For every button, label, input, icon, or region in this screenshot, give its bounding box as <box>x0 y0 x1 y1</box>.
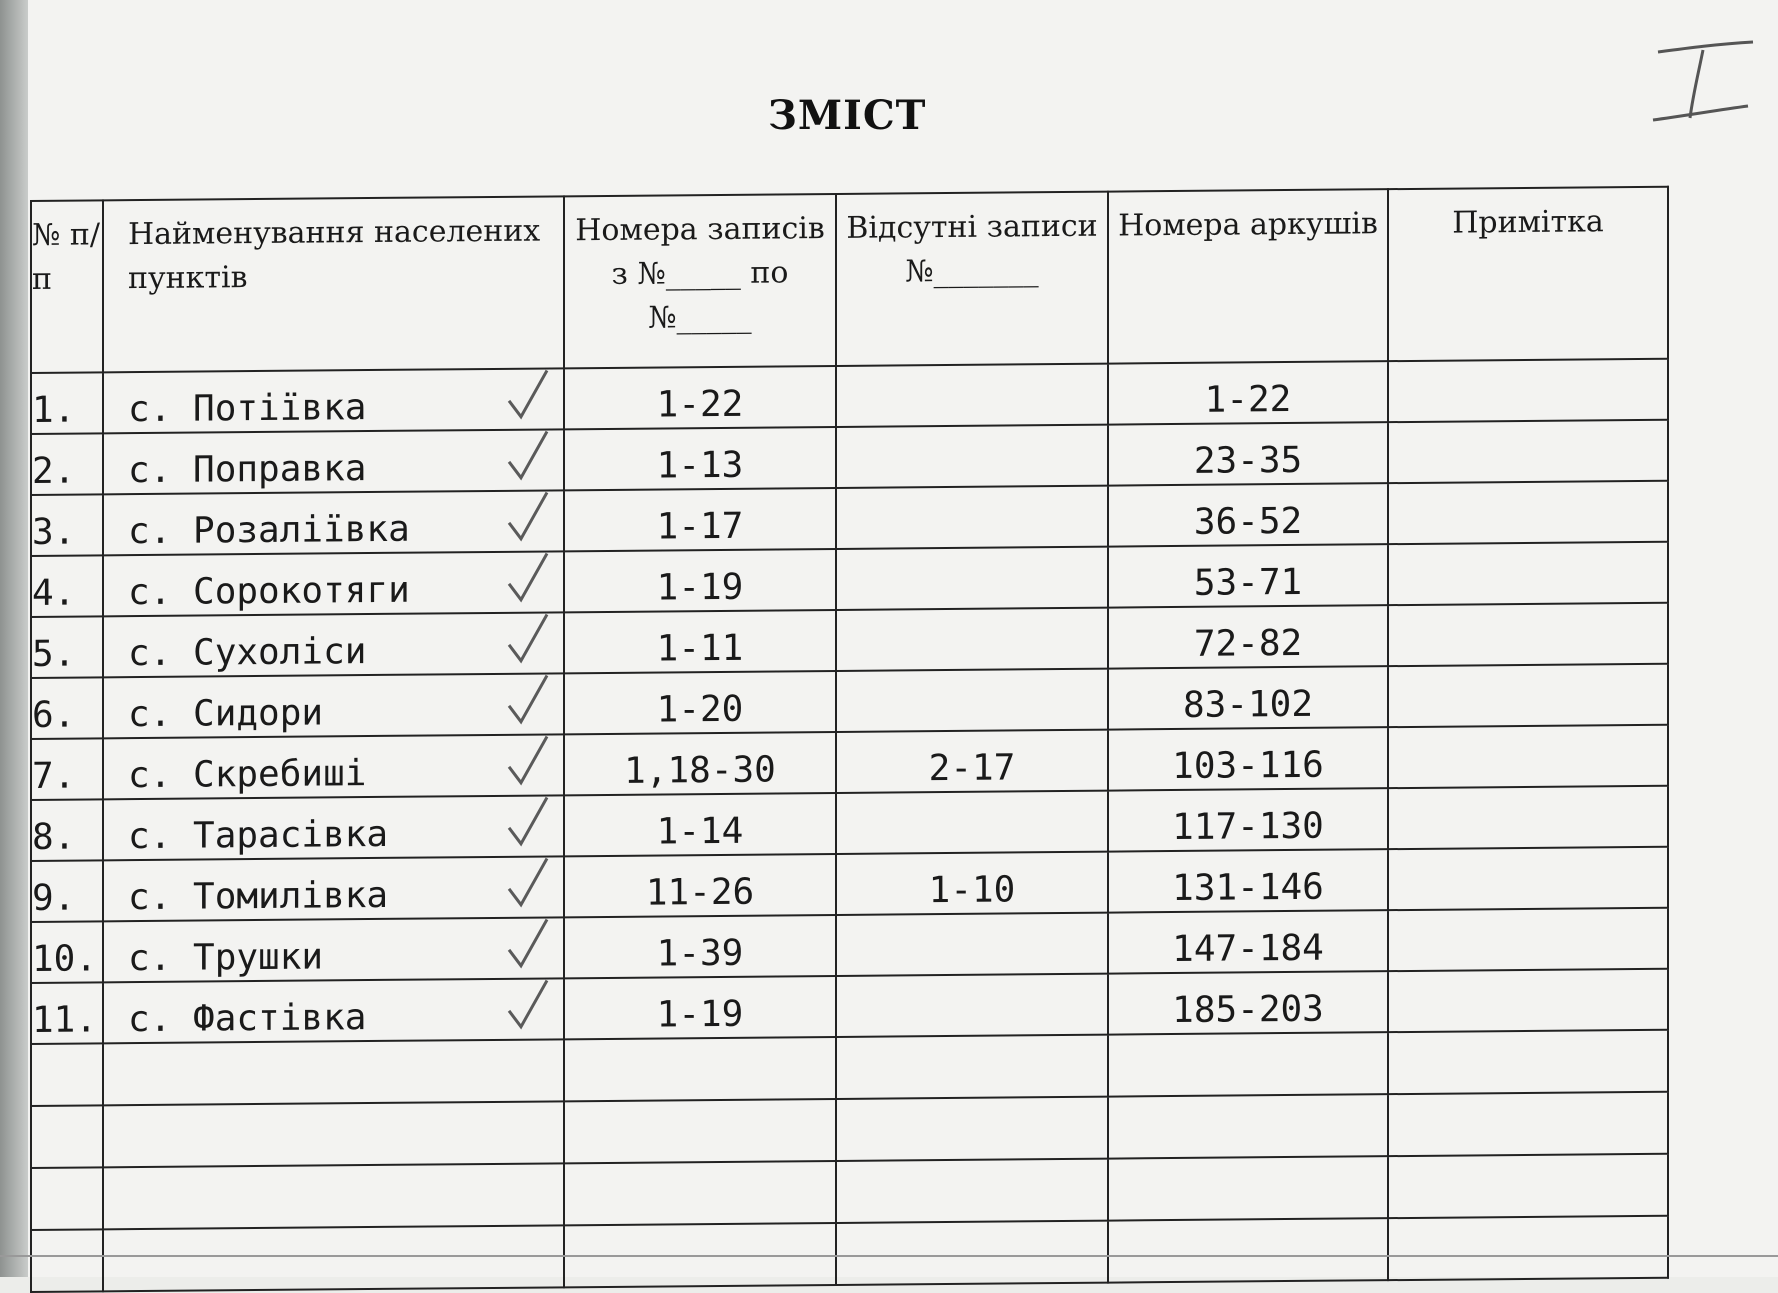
page-bottom-line <box>0 1255 1778 1257</box>
settlement-name-text: с. Трушки <box>128 936 324 980</box>
empty-cell <box>103 1101 564 1167</box>
empty-cell <box>836 1097 1108 1161</box>
empty-cell <box>103 1039 564 1105</box>
settlement-name-text: с. Сидори <box>128 692 324 736</box>
missing-records <box>836 974 1108 1037</box>
empty-cell <box>103 1225 564 1291</box>
col-header-records: Номера записів з №_____ по №_____ <box>564 194 836 368</box>
contents-table <box>30 186 1669 1293</box>
checkmark-icon <box>505 976 551 1032</box>
checkmark-icon <box>505 915 551 971</box>
note-cell <box>1388 420 1668 483</box>
empty-cell <box>1388 1154 1668 1218</box>
missing-records <box>836 913 1108 976</box>
note-cell <box>1388 786 1668 849</box>
settlement-name <box>103 673 564 738</box>
row-number: 11. <box>31 982 103 1044</box>
row-number: 10. <box>31 921 103 983</box>
sheet-numbers: 36-52 <box>1108 483 1388 546</box>
binding-spine <box>0 0 28 1277</box>
empty-row <box>31 1216 1668 1292</box>
missing-records <box>836 547 1108 610</box>
row-number: 9. <box>31 860 103 922</box>
record-numbers: 1-14 <box>564 793 836 856</box>
checkmark-icon <box>505 793 551 849</box>
settlement-name-text: с. Фастівка <box>128 997 367 1041</box>
settlement-name <box>103 856 564 921</box>
settlement-name-text: с. Розаліївка <box>128 508 410 553</box>
empty-cell <box>1108 1032 1388 1096</box>
note-cell <box>1388 847 1668 910</box>
empty-cell <box>564 1161 836 1225</box>
col-header-sheets: Номера аркушів <box>1108 189 1388 363</box>
record-numbers: 1-39 <box>564 915 836 978</box>
record-numbers: 1-17 <box>564 488 836 551</box>
sheet-numbers: 117-130 <box>1108 788 1388 851</box>
record-numbers: 1-20 <box>564 671 836 734</box>
empty-cell <box>1388 1092 1668 1156</box>
settlement-name-text: с. Поправка <box>128 448 367 492</box>
note-cell <box>1388 603 1668 666</box>
settlement-name <box>103 917 564 982</box>
note-cell <box>1388 481 1668 544</box>
empty-cell <box>103 1163 564 1229</box>
table-header-row <box>31 187 1668 373</box>
empty-cell <box>1108 1156 1388 1220</box>
row-number: 2. <box>31 433 103 495</box>
checkmark-icon <box>505 549 551 605</box>
checkmark-icon <box>505 488 551 544</box>
record-numbers: 11-26 <box>564 854 836 917</box>
sheet-numbers: 147-184 <box>1108 910 1388 973</box>
empty-cell <box>31 1167 103 1230</box>
checkmark-icon <box>505 427 551 483</box>
settlement-name-text: с. Сорокотяги <box>128 569 410 614</box>
record-numbers: 1-19 <box>564 976 836 1039</box>
checkmark-icon <box>505 366 551 422</box>
checkmark-icon <box>505 854 551 910</box>
sheet-numbers: 1-22 <box>1108 361 1388 424</box>
settlement-name <box>103 795 564 860</box>
empty-cell <box>836 1035 1108 1099</box>
empty-cell <box>1108 1218 1388 1282</box>
settlement-name <box>103 551 564 616</box>
missing-records <box>836 669 1108 732</box>
missing-records <box>836 486 1108 549</box>
sheet-numbers: 185-203 <box>1108 971 1388 1034</box>
row-number: 3. <box>31 494 103 556</box>
sheet-numbers: 103-116 <box>1108 727 1388 790</box>
note-cell <box>1388 542 1668 605</box>
settlement-name <box>103 612 564 677</box>
empty-cell <box>31 1105 103 1168</box>
record-numbers: 1-13 <box>564 427 836 490</box>
record-numbers: 1-22 <box>564 366 836 429</box>
record-numbers: 1,18-30 <box>564 732 836 795</box>
note-cell <box>1388 359 1668 422</box>
empty-cell <box>836 1159 1108 1223</box>
row-number: 5. <box>31 616 103 678</box>
row-number: 7. <box>31 738 103 800</box>
note-cell <box>1388 725 1668 788</box>
note-cell <box>1388 908 1668 971</box>
record-numbers: 1-19 <box>564 549 836 612</box>
col-header-missing: Відсутні записи №_______ <box>836 192 1108 366</box>
row-number: 1. <box>31 372 103 434</box>
missing-records <box>836 425 1108 488</box>
checkmark-icon <box>505 610 551 666</box>
empty-cell <box>31 1043 103 1106</box>
settlement-name <box>103 429 564 494</box>
missing-records <box>836 608 1108 671</box>
settlement-name <box>103 978 564 1043</box>
row-number: 8. <box>31 799 103 861</box>
checkmark-icon <box>505 671 551 727</box>
empty-cell <box>564 1037 836 1101</box>
handwritten-page-number <box>1648 40 1758 130</box>
sheet-numbers: 131-146 <box>1108 849 1388 912</box>
missing-records: 2-17 <box>836 730 1108 793</box>
missing-records: 1-10 <box>836 852 1108 915</box>
page-title: ЗМІСТ <box>768 92 927 139</box>
empty-cell <box>31 1229 103 1292</box>
checkmark-icon <box>505 732 551 788</box>
settlement-name <box>103 490 564 555</box>
row-number: 4. <box>31 555 103 617</box>
empty-cell <box>564 1099 836 1163</box>
empty-cell <box>836 1221 1108 1285</box>
col-header-name: Найменування населених пунктів <box>103 196 564 372</box>
sheet-numbers: 53-71 <box>1108 544 1388 607</box>
note-cell <box>1388 969 1668 1032</box>
settlement-name-text: с. Потіївка <box>128 387 367 431</box>
sheet-numbers: 23-35 <box>1108 422 1388 485</box>
missing-records <box>836 364 1108 427</box>
note-cell <box>1388 664 1668 727</box>
empty-cell <box>1388 1030 1668 1094</box>
empty-cell <box>1108 1094 1388 1158</box>
settlement-name-text: с. Тарасівка <box>128 813 389 858</box>
row-number: 6. <box>31 677 103 739</box>
settlement-name-text: с. Сухоліси <box>128 631 367 675</box>
settlement-name-text: с. Томилівка <box>128 874 389 919</box>
settlement-name <box>103 368 564 433</box>
col-header-note: Примітка <box>1388 187 1668 361</box>
settlement-name <box>103 734 564 799</box>
settlement-name-text: с. Скребиші <box>128 753 367 797</box>
missing-records <box>836 791 1108 854</box>
col-header-number: № п/п <box>31 200 103 373</box>
sheet-numbers: 72-82 <box>1108 605 1388 668</box>
empty-cell <box>1388 1216 1668 1280</box>
sheet-numbers: 83-102 <box>1108 666 1388 729</box>
record-numbers: 1-11 <box>564 610 836 673</box>
